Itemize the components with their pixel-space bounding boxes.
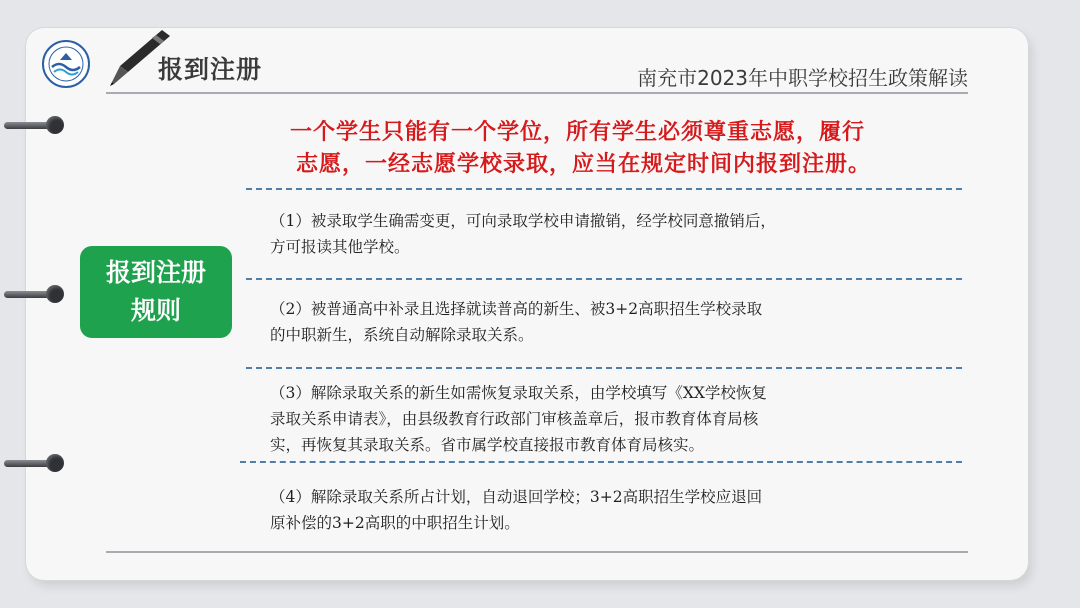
rule-line: 原补偿的3+2高职的中职招生计划。 <box>270 514 520 532</box>
dashed-divider <box>246 278 962 280</box>
intro-line: 一个学生只能有一个学位，所有学生必须尊重志愿，履行 <box>290 119 866 145</box>
badge-line: 报到注册 <box>105 258 206 287</box>
section-title: 报到注册 <box>158 55 263 84</box>
rule-item-3 <box>270 380 767 458</box>
binder-ring-icon <box>4 452 64 474</box>
rule-item-1 <box>270 208 776 260</box>
rule-line: （2）被普通高中补录且选择就读普高的新生、被3+2高职招生学校录取 <box>270 300 763 318</box>
intro-line: 志愿，一经志愿学校录取，应当在规定时间内报到注册。 <box>296 151 872 177</box>
header-divider <box>106 92 968 94</box>
rule-line: 录取关系申请表》，由县级教育行政部门审核盖章后，报市教育体育局核 <box>270 410 759 428</box>
badge-line: 规则 <box>130 296 181 325</box>
intro-statement <box>290 116 980 180</box>
footer-divider <box>106 551 968 553</box>
rule-line: （4）解除录取关系所占计划，自动退回学校；3+2高职招生学校应退回 <box>270 488 763 506</box>
dashed-divider <box>240 461 962 463</box>
rule-line: 的中职新生，系统自动解除录取关系。 <box>270 326 534 344</box>
rules-badge <box>80 246 232 338</box>
binder-ring-icon <box>4 114 64 136</box>
rule-line: 实，再恢复其录取关系。省市属学校直接报市教育体育局核实。 <box>270 436 705 454</box>
rule-line: （3）解除录取关系的新生如需恢复录取关系，由学校填写《XX学校恢复 <box>270 384 767 402</box>
rule-line: （1）被录取学生确需变更，可向录取学校申请撤销，经学校同意撤销后， <box>270 212 776 230</box>
school-emblem-logo <box>42 40 90 88</box>
binder-ring-icon <box>4 283 64 305</box>
document-title: 南充市2023年中职学校招生政策解读 <box>637 66 968 90</box>
rule-item-2 <box>270 296 762 348</box>
rule-line: 方可报读其他学校。 <box>270 238 410 256</box>
dashed-divider <box>246 188 962 190</box>
dashed-divider <box>246 367 962 369</box>
rule-item-4 <box>270 484 762 536</box>
